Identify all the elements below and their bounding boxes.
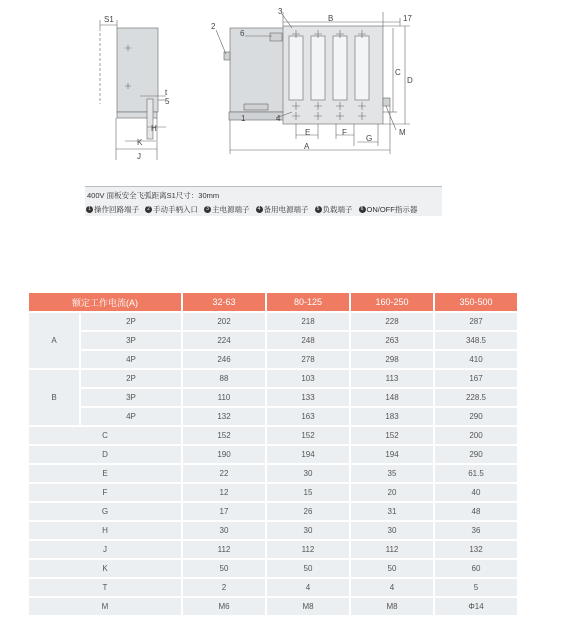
cell: 290: [435, 408, 517, 425]
dimension-name: T: [29, 579, 181, 596]
label-t: t: [165, 88, 168, 97]
legend-item: [204, 204, 250, 215]
dimension-table: [27, 291, 519, 617]
table-row: [29, 332, 517, 349]
cell: 40: [435, 484, 517, 501]
dimension-name: D: [29, 446, 181, 463]
label-2: 2: [211, 22, 216, 31]
label-4: 4: [276, 114, 281, 123]
label-s1: S1: [104, 15, 114, 24]
cell: 110: [183, 389, 265, 406]
cell: 17: [183, 503, 265, 520]
label-1: 1: [241, 114, 246, 123]
cell: 224: [183, 332, 265, 349]
cell: 132: [183, 408, 265, 425]
table-row: [29, 370, 517, 387]
cell: 152: [351, 427, 433, 444]
label-6: 6: [240, 29, 245, 38]
cell: 167: [435, 370, 517, 387]
cell: 248: [267, 332, 349, 349]
dimension-name: E: [29, 465, 181, 482]
label-3: 3: [278, 7, 283, 16]
label-j: J: [137, 152, 141, 161]
dimension-name: C: [29, 427, 181, 444]
cell: 112: [183, 541, 265, 558]
cell: 298: [351, 351, 433, 368]
cell: 30: [267, 522, 349, 539]
cell: 50: [351, 560, 433, 577]
label-c: C: [395, 68, 401, 77]
label-b: B: [328, 14, 334, 23]
dimension-name: J: [29, 541, 181, 558]
cell: 410: [435, 351, 517, 368]
cell: 163: [267, 408, 349, 425]
cell: 48: [435, 503, 517, 520]
table-row: [29, 313, 517, 330]
table-row: [29, 560, 517, 577]
dimension-name: G: [29, 503, 181, 520]
legend-number: 3: [204, 206, 211, 213]
cell: 12: [183, 484, 265, 501]
cell: 152: [183, 427, 265, 444]
table-header-row: [29, 293, 517, 311]
cell: 190: [183, 446, 265, 463]
legend-label: 备用电源端子: [263, 205, 309, 214]
pole-label: 4P: [81, 351, 181, 368]
legend-item: [145, 204, 198, 215]
label-m: M: [399, 128, 406, 137]
legend-number: 5: [315, 206, 322, 213]
table-row: [29, 503, 517, 520]
table-row: [29, 408, 517, 425]
drawing-svg: [0, 0, 584, 180]
cell: 60: [435, 560, 517, 577]
legend-item: [86, 204, 139, 215]
legend-label: 手动手柄入口: [153, 205, 198, 214]
table-row: [29, 522, 517, 539]
note-box: [85, 186, 442, 216]
legend-number: 1: [86, 206, 93, 213]
table-row: [29, 351, 517, 368]
cell: 202: [183, 313, 265, 330]
dimension-name: K: [29, 560, 181, 577]
note-text: 400V 面板安全飞弧距离S1尺寸：30mm: [87, 191, 220, 200]
cell: 5: [435, 579, 517, 596]
group-name: A: [29, 313, 79, 368]
legend-label: 主电源端子: [212, 205, 250, 214]
cell: 290: [435, 446, 517, 463]
table-row: [29, 446, 517, 463]
dimension-name: F: [29, 484, 181, 501]
table-row: [29, 579, 517, 596]
pole-label: 3P: [81, 332, 181, 349]
cell: 200: [435, 427, 517, 444]
legend-number: 4: [256, 206, 263, 213]
cell: 133: [267, 389, 349, 406]
cell: M8: [351, 598, 433, 615]
cell: 50: [267, 560, 349, 577]
cell: 348.5: [435, 332, 517, 349]
cell: 218: [267, 313, 349, 330]
label-g: G: [366, 134, 373, 143]
label-k: K: [137, 138, 143, 147]
cell: 112: [267, 541, 349, 558]
cell: 15: [267, 484, 349, 501]
cell: Φ14: [435, 598, 517, 615]
cell: 228: [351, 313, 433, 330]
cell: 287: [435, 313, 517, 330]
label-h: H: [151, 124, 157, 133]
cell: 22: [183, 465, 265, 482]
header-col: 160-250: [351, 293, 433, 311]
cell: 246: [183, 351, 265, 368]
cell: 88: [183, 370, 265, 387]
legend-number: 6: [359, 206, 366, 213]
legend-item: [359, 204, 418, 215]
cell: 31: [351, 503, 433, 520]
group-name: B: [29, 370, 79, 425]
legend-label: ON/OFF指示器: [366, 205, 418, 214]
cell: 61.5: [435, 465, 517, 482]
dimension-drawing: [0, 0, 584, 180]
cell: 183: [351, 408, 433, 425]
cell: 194: [351, 446, 433, 463]
cell: 112: [351, 541, 433, 558]
cell: 113: [351, 370, 433, 387]
cell: 50: [183, 560, 265, 577]
cell: 132: [435, 541, 517, 558]
legend-label: 负载端子: [322, 205, 353, 214]
cell: 148: [351, 389, 433, 406]
pole-label: 2P: [81, 313, 181, 330]
cell: 30: [183, 522, 265, 539]
table-row: [29, 465, 517, 482]
cell: 35: [351, 465, 433, 482]
header-col: 80-125: [267, 293, 349, 311]
cell: 36: [435, 522, 517, 539]
cell: 30: [267, 465, 349, 482]
dimension-name: M: [29, 598, 181, 615]
cell: 152: [267, 427, 349, 444]
cell: 263: [351, 332, 433, 349]
cell: 228.5: [435, 389, 517, 406]
cell: 278: [267, 351, 349, 368]
label-5: 5: [165, 97, 170, 106]
table-row: [29, 427, 517, 444]
cell: 2: [183, 579, 265, 596]
cell: 30: [351, 522, 433, 539]
dimension-name: H: [29, 522, 181, 539]
label-17: 17: [403, 14, 412, 23]
cell: 4: [351, 579, 433, 596]
label-f: F: [342, 128, 347, 137]
header-col: 350-500: [435, 293, 517, 311]
legend-label: 操作回路端子: [94, 205, 139, 214]
cell: 194: [267, 446, 349, 463]
header-rated-current: 额定工作电流(A): [29, 293, 181, 311]
pole-label: 3P: [81, 389, 181, 406]
legend: [86, 204, 417, 215]
cell: 4: [267, 579, 349, 596]
pole-label: 2P: [81, 370, 181, 387]
legend-item: [315, 204, 353, 215]
header-col: 32-63: [183, 293, 265, 311]
label-e: E: [305, 128, 311, 137]
cell: M6: [183, 598, 265, 615]
label-a: A: [304, 142, 310, 151]
legend-item: [256, 204, 309, 215]
label-d: D: [407, 76, 413, 85]
cell: 26: [267, 503, 349, 520]
table-row: [29, 484, 517, 501]
pole-label: 4P: [81, 408, 181, 425]
cell: M8: [267, 598, 349, 615]
table-row: [29, 541, 517, 558]
table-row: [29, 598, 517, 615]
legend-number: 2: [145, 206, 152, 213]
table-row: [29, 389, 517, 406]
cell: 20: [351, 484, 433, 501]
cell: 103: [267, 370, 349, 387]
